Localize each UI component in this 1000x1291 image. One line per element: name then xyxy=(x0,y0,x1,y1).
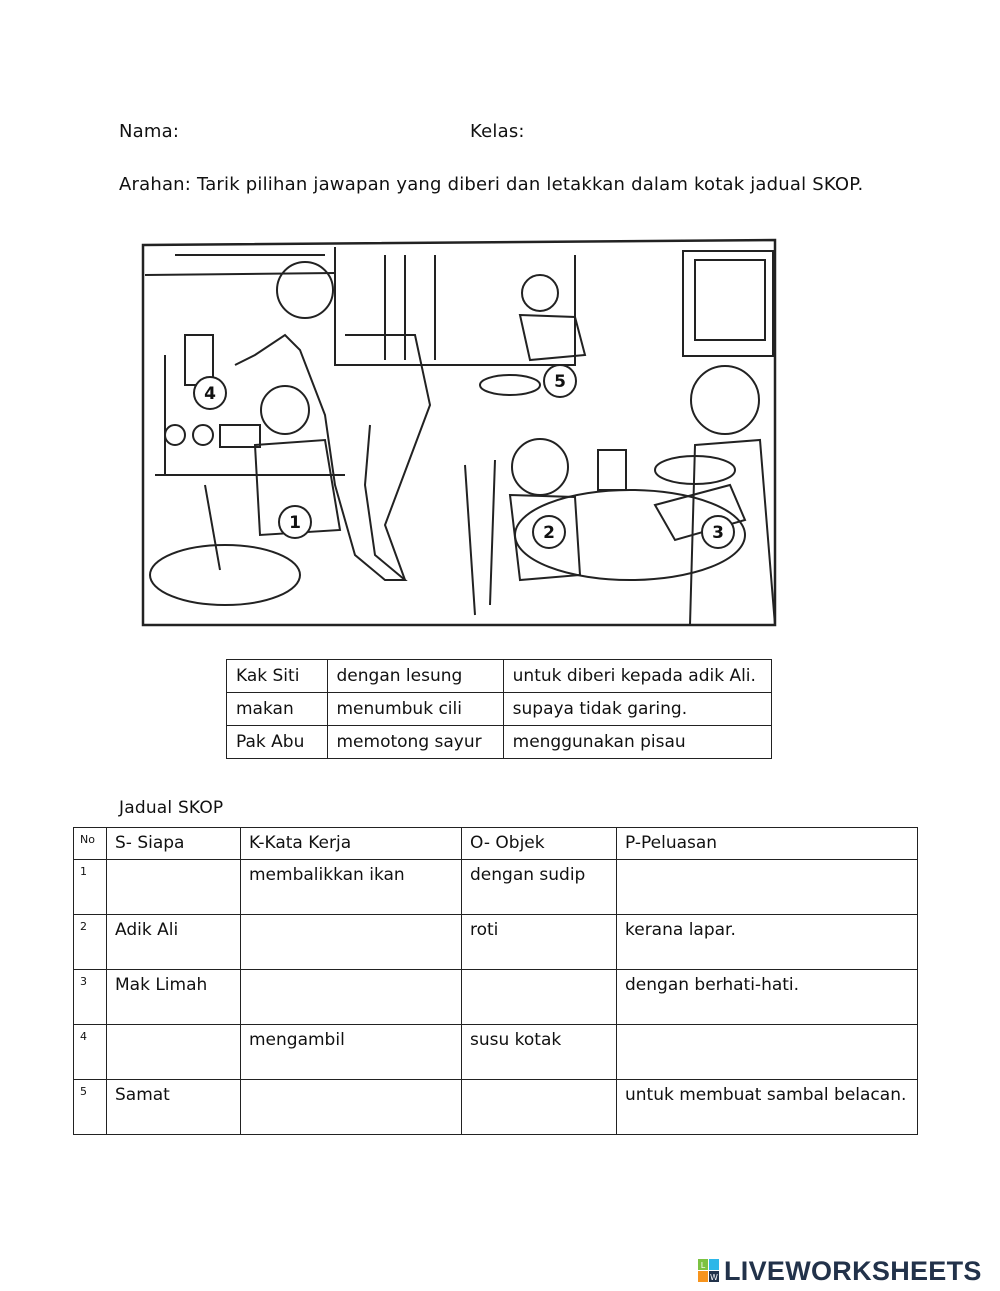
cell-kata-kerja: membalikkan ikan xyxy=(241,860,462,915)
marker-5: 5 xyxy=(554,372,566,392)
drop-cell-kata-kerja[interactable] xyxy=(241,970,462,1025)
cell-peluasan: kerana lapar. xyxy=(617,915,918,970)
liveworksheets-logo-icon xyxy=(698,1259,720,1283)
skop-table-title: Jadual SKOP xyxy=(119,798,224,818)
marker-3: 3 xyxy=(712,523,724,543)
choice-cell[interactable]: Kak Siti xyxy=(227,660,328,693)
cell-objek: dengan sudip xyxy=(462,860,617,915)
marker-4: 4 xyxy=(204,384,216,404)
choice-cell[interactable]: supaya tidak garing. xyxy=(503,693,771,726)
svg-text:L: L xyxy=(700,1261,706,1270)
drop-cell-peluasan[interactable] xyxy=(617,860,918,915)
choice-cell[interactable]: menggunakan pisau xyxy=(503,726,771,759)
row-number: 5 xyxy=(74,1080,107,1135)
name-label: Nama: xyxy=(119,121,180,142)
skop-header-row xyxy=(74,828,918,860)
header-kata-kerja: K-Kata Kerja xyxy=(241,828,462,860)
svg-text:W: W xyxy=(710,1273,718,1282)
header-peluasan: P-Peluasan xyxy=(617,828,918,860)
answer-choices-table xyxy=(226,659,772,759)
cell-siapa: Mak Limah xyxy=(107,970,241,1025)
choice-cell[interactable]: Pak Abu xyxy=(227,726,328,759)
drop-cell-objek[interactable] xyxy=(462,1080,617,1135)
class-label: Kelas: xyxy=(470,121,525,142)
marker-2: 2 xyxy=(543,523,555,543)
choice-cell[interactable]: dengan lesung xyxy=(327,660,503,693)
cell-peluasan: dengan berhati-hati. xyxy=(617,970,918,1025)
table-row xyxy=(74,970,918,1025)
choice-cell[interactable]: menumbuk cili xyxy=(327,693,503,726)
row-number: 4 xyxy=(74,1025,107,1080)
header-siapa: S- Siapa xyxy=(107,828,241,860)
marker-1: 1 xyxy=(289,513,301,533)
table-row xyxy=(74,915,918,970)
drop-cell-objek[interactable] xyxy=(462,970,617,1025)
table-row xyxy=(74,1025,918,1080)
choice-row xyxy=(227,693,772,726)
liveworksheets-logo xyxy=(698,1255,996,1287)
choice-cell[interactable]: makan xyxy=(227,693,328,726)
header-no: No xyxy=(74,828,107,860)
drop-cell-peluasan[interactable] xyxy=(617,1025,918,1080)
cell-siapa: Adik Ali xyxy=(107,915,241,970)
drop-cell-kata-kerja[interactable] xyxy=(241,915,462,970)
choice-cell[interactable]: untuk diberi kepada adik Ali. xyxy=(503,660,771,693)
cell-siapa: Samat xyxy=(107,1080,241,1135)
choice-cell[interactable]: memotong sayur xyxy=(327,726,503,759)
cell-objek: susu kotak xyxy=(462,1025,617,1080)
choice-row xyxy=(227,660,772,693)
logo-text: LIVEWORKSHEETS xyxy=(724,1256,982,1286)
skop-table xyxy=(73,827,918,1135)
cell-kata-kerja: mengambil xyxy=(241,1025,462,1080)
header-objek: O- Objek xyxy=(462,828,617,860)
row-number: 1 xyxy=(74,860,107,915)
instruction-text: Arahan: Tarik pilihan jawapan yang diberi dan letakkan dalam kotak jadual SKOP. xyxy=(119,174,864,195)
drop-cell-siapa[interactable] xyxy=(107,1025,241,1080)
kitchen-illustration xyxy=(135,235,780,630)
drop-cell-siapa[interactable] xyxy=(107,860,241,915)
cell-peluasan: untuk membuat sambal belacan. xyxy=(617,1080,918,1135)
drop-cell-kata-kerja[interactable] xyxy=(241,1080,462,1135)
table-row xyxy=(74,860,918,915)
choice-row xyxy=(227,726,772,759)
row-number: 3 xyxy=(74,970,107,1025)
cell-objek: roti xyxy=(462,915,617,970)
row-number: 2 xyxy=(74,915,107,970)
table-row xyxy=(74,1080,918,1135)
